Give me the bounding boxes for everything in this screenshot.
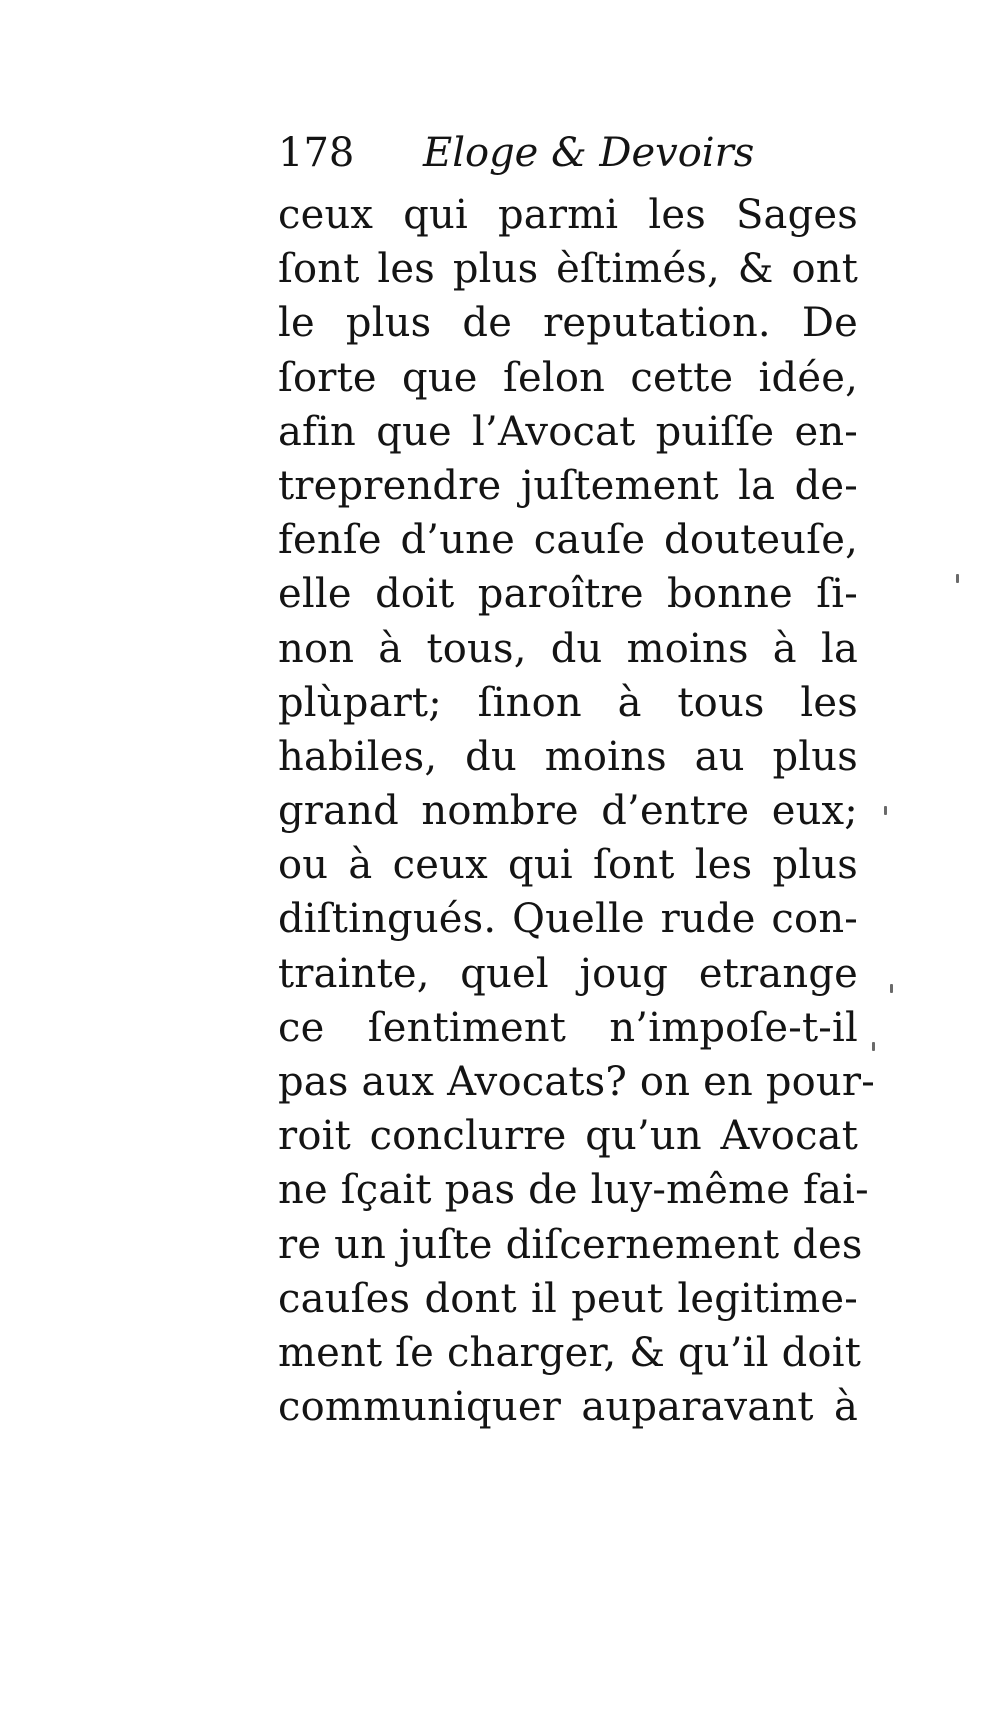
- text-line: pas aux Avocats? on en pour-: [278, 1059, 875, 1105]
- margin-speck: [890, 984, 893, 993]
- text-line: afin que l’Avocat puiſſe en-: [278, 408, 858, 455]
- text-line: ſorte que ſelon cette idée,: [278, 354, 858, 401]
- text-line: re un juſte diſcernement des: [278, 1221, 863, 1268]
- text-line: ceux qui parmi les Sages: [278, 192, 858, 238]
- text-line: cauſes dont il peut legitime-: [278, 1275, 858, 1322]
- text-line: plùpart; ſinon à tous les: [278, 679, 858, 726]
- text-line: communiquer auparavant à: [278, 1384, 858, 1431]
- text-line: ment ſe charger, & qu’il doit: [278, 1329, 861, 1376]
- margin-speck: [884, 806, 887, 815]
- text-line: non à tous, du moins à la: [278, 625, 858, 672]
- text-line: treprendre juſtement la de-: [278, 462, 858, 509]
- text-line: trainte, quel joug etrange: [278, 950, 858, 997]
- page-number: 178: [278, 130, 355, 176]
- text-line: roit conclurre qu’un Avocat: [278, 1113, 858, 1160]
- page-header: [278, 128, 798, 178]
- text-line: ce ſentiment n’impoſe-t-il: [278, 1004, 858, 1051]
- text-line: ou à ceux qui ſont les plus: [278, 842, 858, 889]
- text-line: ne ſçait pas de luy-même fai-: [278, 1167, 869, 1214]
- margin-speck: [956, 574, 959, 583]
- text-line: diſtingués. Quelle rude con-: [278, 896, 858, 943]
- text-line: grand nombre d’entre eux;: [278, 788, 858, 835]
- text-line: elle doit paroître bonne ſi-: [278, 571, 858, 618]
- text-line: habiles, du moins au plus: [278, 733, 858, 780]
- text-line: le plus de reputation. De: [278, 300, 858, 347]
- running-title: Eloge & Devoirs: [423, 130, 755, 176]
- text-line: fenſe d’une cauſe douteuſe,: [278, 517, 858, 564]
- text-line: ſont les plus èſtimés, & ont: [278, 246, 858, 293]
- body-text: [278, 188, 875, 1434]
- margin-speck: [872, 1042, 875, 1051]
